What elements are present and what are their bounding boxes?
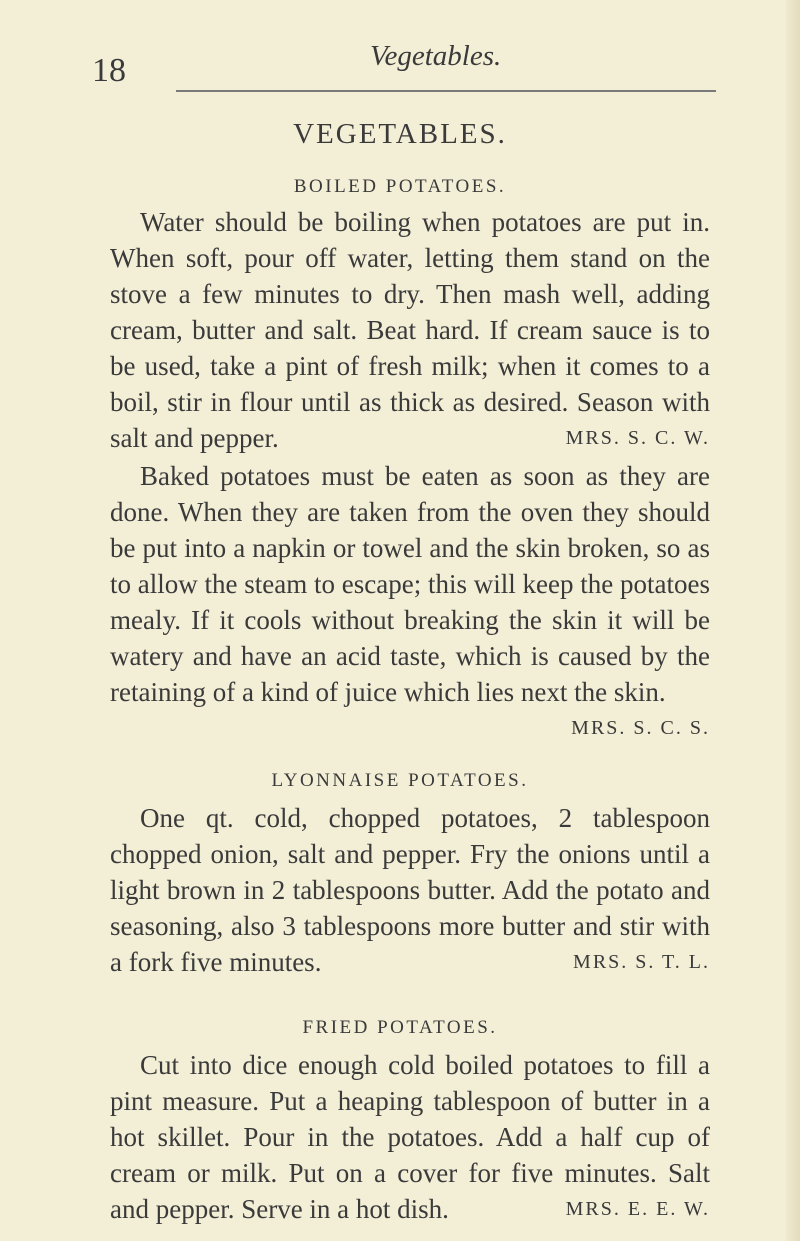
header-rule — [176, 90, 716, 92]
section-title: VEGETABLES. — [293, 118, 507, 150]
recipe-lyonnaise-potatoes — [110, 800, 710, 980]
recipe-author: MRS. S. T. L. — [573, 951, 710, 973]
recipe-author: MRS. S. C. S. — [571, 717, 710, 739]
recipe-fried-potatoes — [110, 1047, 710, 1227]
recipe-title-fried-potatoes: FRIED POTATOES. — [302, 1017, 498, 1038]
recipe-text: Water should be boiling when potatoes are put in. When soft, pour off water, letting them stand on the stove a few minutes to dry. Then mash well, adding cream, butter and salt. Beat hard. If cream sauce is to be used, take a pint of fresh milk; when it comes to a boil, stir in flour until as thick as desired. Season with salt and pepper. — [110, 207, 710, 453]
recipe-text: One qt. cold, chopped potatoes, 2 tablespoon chopped onion, salt and pepper. Fry the onions until a light brown in 2 tablespoons butter. Add the potato and seasoning, also 3 tablespoons more butter and stir with a fork five minutes. — [110, 803, 710, 977]
recipe-title-lyonnaise-potatoes: LYONNAISE POTATOES. — [271, 770, 529, 791]
recipe-title-boiled-potatoes: BOILED POTATOES. — [293, 176, 507, 197]
running-head: Vegetables. — [370, 40, 502, 72]
recipe-boiled-potatoes — [110, 204, 710, 456]
recipe-text: Baked potatoes must be eaten as soon as they are done. When they are taken from the oven they should be put into a napkin or towel and the skin broken, so as to allow the steam to escape; this will keep the potatoes mealy. If it cools without breaking the skin it will be watery and have an acid taste, which is caused by the retaining of a kind of juice which lies next the skin. — [110, 461, 710, 707]
recipe-author: MRS. S. C. W. — [565, 427, 710, 449]
recipe-baked-potatoes — [110, 458, 710, 746]
page-number: 18 — [92, 52, 126, 89]
recipe-author: MRS. E. E. W. — [565, 1198, 710, 1220]
recipe-text: Cut into dice enough cold boiled potatoes to fill a pint measure. Put a heaping tablespoon of butter in a hot skillet. Pour in the potatoes. Add a half cup of cream or milk. Put on a cover for five minutes. Salt and pepper. Serve in a hot dish. — [110, 1050, 710, 1224]
